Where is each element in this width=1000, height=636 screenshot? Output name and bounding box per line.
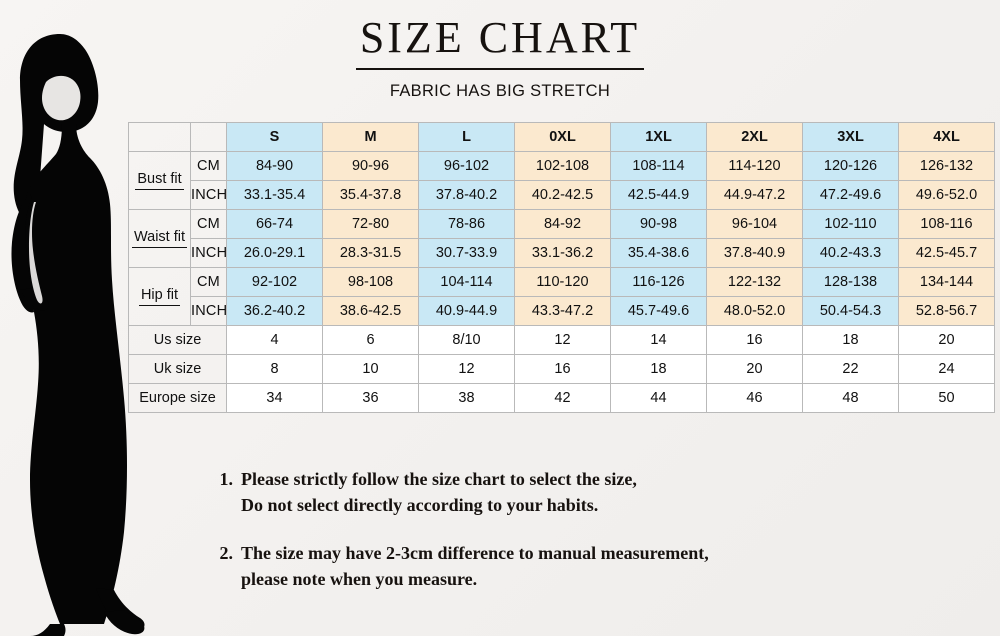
size-table-wrapper: [128, 122, 994, 413]
cell-waist-cm-4xl: 108-116: [899, 210, 995, 239]
cell-hip-cm-m: 98-108: [323, 268, 419, 297]
cell-bust-cm-4xl: 126-132: [899, 152, 995, 181]
page-subtitle: FABRIC HAS BIG STRETCH: [389, 81, 611, 100]
table-row-europe-size: [129, 384, 995, 413]
cell-uk-1xl: 18: [611, 355, 707, 384]
cell-uk-2xl: 20: [707, 355, 803, 384]
cell-us-1xl: 14: [611, 326, 707, 355]
cell-hip-cm-l: 104-114: [419, 268, 515, 297]
cell-bust-inch-3xl: 47.2-49.6: [803, 181, 899, 210]
col-header-m: M: [323, 123, 419, 152]
cell-us-s: 4: [227, 326, 323, 355]
unit-waist-cm: CM: [191, 210, 227, 239]
cell-uk-4xl: 24: [899, 355, 995, 384]
table-row-us-size: [129, 326, 995, 355]
table-corner-cell-2: [191, 123, 227, 152]
unit-bust-cm: CM: [191, 152, 227, 181]
cell-us-3xl: 18: [803, 326, 899, 355]
cell-eu-3xl: 48: [803, 384, 899, 413]
cell-hip-inch-m: 38.6-42.5: [323, 297, 419, 326]
unit-hip-cm: CM: [191, 268, 227, 297]
cell-uk-0xl: 16: [515, 355, 611, 384]
cell-waist-inch-s: 26.0-29.1: [227, 239, 323, 268]
note-2-line-1: The size may have 2-3cm difference to manual measurement,: [241, 543, 709, 564]
col-header-l: L: [419, 123, 515, 152]
note-2-number: 2.: [219, 543, 233, 564]
note-2-body: [241, 540, 709, 592]
col-header-s: S: [227, 123, 323, 152]
unit-waist-inch: INCH: [191, 239, 227, 268]
note-2-line-2: please note when you measure.: [241, 569, 478, 590]
cell-uk-3xl: 22: [803, 355, 899, 384]
cell-bust-inch-2xl: 44.9-47.2: [707, 181, 803, 210]
cell-bust-cm-1xl: 108-114: [611, 152, 707, 181]
cell-hip-inch-l: 40.9-44.9: [419, 297, 515, 326]
cell-eu-4xl: 50: [899, 384, 995, 413]
cell-uk-m: 10: [323, 355, 419, 384]
cell-waist-cm-0xl: 84-92: [515, 210, 611, 239]
cell-waist-cm-s: 66-74: [227, 210, 323, 239]
table-row-waist-inch: [129, 239, 995, 268]
cell-waist-inch-3xl: 40.2-43.3: [803, 239, 899, 268]
note-1-line-2: Do not select directly according to your habits.: [241, 495, 599, 516]
cell-hip-cm-s: 92-102: [227, 268, 323, 297]
note-1-body: [241, 466, 637, 518]
cell-hip-inch-3xl: 50.4-54.3: [803, 297, 899, 326]
cell-waist-cm-m: 72-80: [323, 210, 419, 239]
cell-waist-inch-m: 28.3-31.5: [323, 239, 419, 268]
cell-hip-inch-1xl: 45.7-49.6: [611, 297, 707, 326]
table-header-row: [129, 123, 995, 152]
cell-us-2xl: 16: [707, 326, 803, 355]
note-item-1: [205, 466, 945, 518]
row-group-label-bust: Bust fit: [129, 152, 191, 210]
cell-waist-inch-1xl: 35.4-38.6: [611, 239, 707, 268]
cell-waist-cm-3xl: 102-110: [803, 210, 899, 239]
page-title: SIZE CHART: [356, 14, 644, 70]
row-group-label-waist: Waist fit: [129, 210, 191, 268]
table-row-bust-inch: [129, 181, 995, 210]
col-header-2xl: 2XL: [707, 123, 803, 152]
cell-hip-cm-3xl: 128-138: [803, 268, 899, 297]
table-row-uk-size: [129, 355, 995, 384]
cell-waist-cm-l: 78-86: [419, 210, 515, 239]
row-label-us-size: Us size: [129, 326, 227, 355]
table-row-hip-inch: [129, 297, 995, 326]
cell-eu-s: 34: [227, 384, 323, 413]
row-label-uk-size: Uk size: [129, 355, 227, 384]
row-label-europe-size: Europe size: [129, 384, 227, 413]
cell-eu-l: 38: [419, 384, 515, 413]
cell-hip-cm-0xl: 110-120: [515, 268, 611, 297]
cell-waist-inch-4xl: 42.5-45.7: [899, 239, 995, 268]
cell-bust-inch-0xl: 40.2-42.5: [515, 181, 611, 210]
cell-bust-cm-l: 96-102: [419, 152, 515, 181]
cell-bust-inch-m: 35.4-37.8: [323, 181, 419, 210]
table-row-bust-cm: [129, 152, 995, 181]
cell-waist-inch-0xl: 33.1-36.2: [515, 239, 611, 268]
cell-waist-cm-2xl: 96-104: [707, 210, 803, 239]
col-header-0xl: 0XL: [515, 123, 611, 152]
col-header-1xl: 1XL: [611, 123, 707, 152]
cell-hip-inch-2xl: 48.0-52.0: [707, 297, 803, 326]
note-1-number: 1.: [219, 469, 233, 489]
cell-bust-cm-2xl: 114-120: [707, 152, 803, 181]
cell-eu-m: 36: [323, 384, 419, 413]
cell-uk-s: 8: [227, 355, 323, 384]
cell-waist-inch-2xl: 37.8-40.9: [707, 239, 803, 268]
unit-bust-inch: INCH: [191, 181, 227, 210]
cell-hip-inch-s: 36.2-40.2: [227, 297, 323, 326]
cell-eu-0xl: 42: [515, 384, 611, 413]
cell-bust-inch-l: 37.8-40.2: [419, 181, 515, 210]
cell-us-m: 6: [323, 326, 419, 355]
cell-bust-inch-s: 33.1-35.4: [227, 181, 323, 210]
cell-bust-cm-0xl: 102-108: [515, 152, 611, 181]
notes-section: [205, 466, 945, 614]
cell-bust-cm-s: 84-90: [227, 152, 323, 181]
cell-uk-l: 12: [419, 355, 515, 384]
table-row-waist-cm: [129, 210, 995, 239]
unit-hip-inch: INCH: [191, 297, 227, 326]
cell-bust-inch-1xl: 42.5-44.9: [611, 181, 707, 210]
cell-us-4xl: 20: [899, 326, 995, 355]
cell-bust-inch-4xl: 49.6-52.0: [899, 181, 995, 210]
cell-bust-cm-m: 90-96: [323, 152, 419, 181]
cell-waist-inch-l: 30.7-33.9: [419, 239, 515, 268]
cell-eu-1xl: 44: [611, 384, 707, 413]
cell-hip-cm-4xl: 134-144: [899, 268, 995, 297]
cell-us-0xl: 12: [515, 326, 611, 355]
table-row-hip-cm: [129, 268, 995, 297]
size-chart-table: [128, 122, 995, 413]
cell-hip-inch-4xl: 52.8-56.7: [899, 297, 995, 326]
col-header-4xl: 4XL: [899, 123, 995, 152]
cell-waist-cm-1xl: 90-98: [611, 210, 707, 239]
note-item-2: [205, 540, 945, 592]
cell-hip-cm-1xl: 116-126: [611, 268, 707, 297]
note-1-line-1: Please strictly follow the size chart to select the size,: [241, 469, 637, 489]
cell-eu-2xl: 46: [707, 384, 803, 413]
row-group-label-hip: Hip fit: [129, 268, 191, 326]
cell-hip-cm-2xl: 122-132: [707, 268, 803, 297]
cell-hip-inch-0xl: 43.3-47.2: [515, 297, 611, 326]
cell-us-l: 8/10: [419, 326, 515, 355]
table-corner-cell: [129, 123, 191, 152]
cell-bust-cm-3xl: 120-126: [803, 152, 899, 181]
title-block: [0, 14, 1000, 101]
col-header-3xl: 3XL: [803, 123, 899, 152]
